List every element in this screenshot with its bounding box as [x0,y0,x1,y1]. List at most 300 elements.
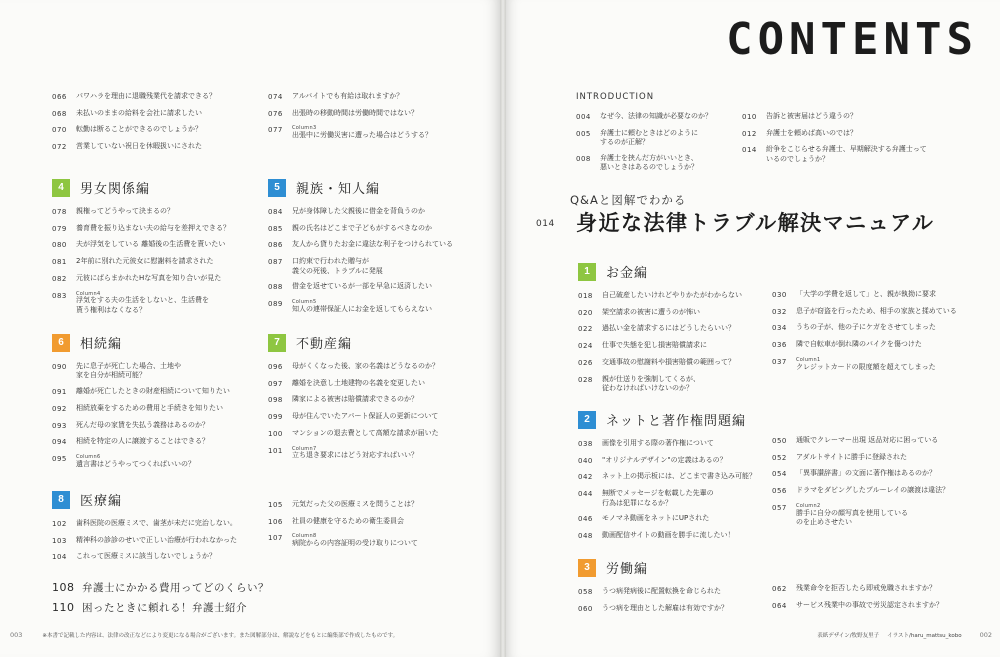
page-number: 012 [742,129,757,138]
page-number: 094 [52,438,67,447]
page-number: 077 [268,126,283,135]
page-number: 010 [742,113,757,121]
toc-item [52,454,257,469]
entry-line: うつ病発病後に配置転換を命じられた [602,587,721,595]
entry-line: 従わなければいけないのか？ [602,384,693,393]
entry-title [796,307,992,316]
column-tag: Column1 [796,356,821,363]
entry-line: 仕事で失態を犯し損害賠償請求に [602,341,707,350]
toc-item [772,290,992,300]
entry-line: 紛争をこじらせる弁護士、早期解決する弁護士って [766,145,927,154]
entry-title [796,436,992,445]
toc-item [268,395,483,405]
toc-item [52,224,257,234]
toc-item [268,125,478,140]
column-tag: Column5 [292,299,317,306]
section-title: ネットと著作権問題編 [606,414,747,429]
toc-item [576,129,736,148]
entry-title [602,456,778,465]
entry-line: いるのでしょうか？ [766,154,829,163]
section-badge: 3 [578,559,596,577]
toc-list [52,207,257,315]
page-number: 034 [772,324,787,333]
page-number: 018 [578,292,593,300]
right-page [506,0,1000,657]
entry-title [602,489,778,508]
toc-item [268,92,478,102]
column-tag: Column3 [292,125,317,132]
entry-title [76,536,262,545]
page-number: 014 [742,146,757,155]
toc-list [52,519,262,563]
entry-line: これって医療ミスに該当しないでしょうか？ [76,552,216,561]
entry-line: 画像を引用する際の著作権について [602,439,714,447]
toc-item [52,142,252,152]
entry-line: 無断でメッセージを転載した先輩の [602,489,714,498]
section-badge: 2 [578,411,596,429]
entry-line: 勝手に自分の顔写真を使用している [796,508,908,517]
entry-title [292,109,478,118]
toc-item [578,308,778,318]
toc-item [578,489,778,508]
entry-line: 過払い金を請求するにはどうしたらいい？ [602,324,735,333]
entry-line: 交通事故の慰謝料や損害賠償の範囲って？ [602,357,735,366]
entry-title [292,429,483,438]
entry-line: 弁護士を挟んだ方がいいとき、 [600,153,698,162]
entry-line: のを止めさせたい [796,518,852,527]
entry-title [76,142,252,151]
intro-label: INTRODUCTION [576,92,655,102]
page-number: 042 [578,473,593,482]
entry-title [602,308,778,317]
page-number: 076 [268,109,283,118]
section-4 [52,168,257,322]
entry-title [76,207,257,216]
entry-title [796,357,992,372]
entry-title [76,274,257,283]
page-number: 085 [268,224,283,233]
entry-line: 立ち退き要求にはどう対応すればいい？ [292,451,418,460]
entry-title [76,437,257,446]
page-number: 038 [578,440,593,448]
entry-line: 義父の死後、トラブルに発展 [292,266,383,275]
entry-line: 相続を特定の人に譲渡することはできる？ [76,437,209,446]
toc-item [742,129,982,139]
section-badge: 6 [52,334,70,352]
toc-item [578,291,778,301]
page-number: 056 [772,487,787,496]
entry-line: 借金を返せているが一部を早急に返済したい [292,282,432,291]
page-number: 086 [268,241,283,250]
page-number: 106 [268,517,283,526]
section-title: 相続編 [80,337,123,352]
toc-item [52,257,257,267]
entry-title [292,395,483,404]
toc-item [772,486,992,496]
page-number: 096 [268,363,283,371]
page-number: 030 [772,291,787,299]
toc-list [578,587,778,614]
toc-item [578,587,778,597]
entry-line: 元気だった父の医療ミスを問うことは？ [292,500,418,508]
page-number: 107 [268,534,283,543]
entry-line: 残業命令を拒否したら即戒免職されますか？ [796,584,936,592]
toc-item [52,536,262,546]
page-number: 078 [52,208,67,216]
toc-item [52,519,262,529]
page-number: 081 [52,258,67,267]
entry-line: アダルトサイトに勝手に登録された [796,452,908,461]
page-number: 044 [578,490,593,499]
entry-title [292,362,483,371]
toc-item [52,387,257,397]
entry-title: 弁護士にかかる費用ってどのくらい？ [82,582,269,594]
toc-item [742,112,982,122]
entry-line: クレジットカードの限度額を超えてしまった [796,362,936,371]
page-number: 048 [578,532,593,541]
page-number: 068 [52,109,67,118]
page-number: 095 [52,455,67,464]
page-number: 104 [52,553,67,562]
toc-item [52,240,257,250]
toc-list [268,92,478,147]
page-number: 054 [772,470,787,479]
main-title: 身近な法律トラブル解決マニュアル [576,211,935,235]
entry-title [600,154,736,173]
entry-title [76,240,257,249]
toc-item [268,412,483,422]
section-badge: 5 [268,179,286,197]
toc-item [268,240,483,250]
entry-line: 病院からの内容証明の受け取りについて [292,539,418,548]
entry-line: 架空請求の被害に遭うのが怖い [602,307,700,316]
toc-item [576,154,736,173]
entry-line: 未払いのままの給料を会社に請求したい [76,108,202,117]
section-title: お金編 [606,266,649,281]
entry-title [796,601,992,610]
toc-item [742,145,982,164]
toc-item [268,517,483,527]
entry-line: 元彼にばらまかれたHな写真を知り合いが見た [76,273,222,282]
entry-title [76,421,257,430]
entry-title [602,439,778,448]
page-number: 088 [268,283,283,292]
entry-title [600,129,736,148]
page-number: 087 [268,258,283,267]
page-number: 032 [772,307,787,316]
toc-item [772,584,992,594]
entry-line: 親の氏名はどこまで子どもがするべきなのか [292,223,432,232]
entry-title [292,125,478,140]
page-number: 090 [52,363,67,371]
page-number: 040 [578,456,593,465]
entry-line: なぜ今、法律の知識が必要なのか？ [600,112,712,120]
section-2 [578,400,778,548]
credit-illustration: イラスト/haru_mattsu_kobo [887,633,962,639]
section-8 [52,480,262,569]
column-tag: Column2 [796,502,821,509]
toc-item [772,307,992,317]
right-footer [817,631,992,639]
page-number: 072 [52,143,67,152]
entry-title [766,129,982,138]
page-number: 057 [772,503,787,512]
entry-title [602,531,778,540]
toc-item [772,436,992,446]
entry-line: 兄が身体障した父親後に借金を背負うのか [292,207,425,215]
entry-title [292,299,483,314]
toc-item [268,224,483,234]
toc-item [52,274,257,284]
entry-line: 離婚が死亡したときの財産相続について知りたい [76,387,230,396]
entry-title [76,125,252,134]
toc-item [578,324,778,334]
toc-item [52,362,257,381]
page-number: 026 [578,358,593,367]
entry-title [292,207,483,216]
entry-line: 口約束で行われた贈与が [292,257,369,266]
subheading: Q&Aと図解でわかる [570,193,687,207]
toc-item [772,601,992,611]
entry-title [76,404,257,413]
entry-line: 告訴と被害届はどう違うの？ [766,112,857,120]
page-number: 099 [268,413,283,422]
entry-title [76,454,257,469]
section-badge: 8 [52,491,70,509]
entry-title [292,379,483,388]
toc-item [772,453,992,463]
page-number: 050 [772,437,787,445]
toc-item [578,341,778,351]
section-6 [52,323,257,476]
entry-title [796,469,992,478]
entry-title [292,446,483,461]
section-title: 医療編 [80,494,123,509]
page-number: 103 [52,536,67,545]
section-1 [578,252,778,400]
page-number: 080 [52,241,67,250]
page-number: 105 [268,501,283,509]
entry-line: マンションの退去費として高額な請求が届いた [292,428,439,437]
entry-title [796,323,992,332]
toc-list [578,291,778,394]
toc-item [268,500,483,510]
toc-item [268,282,483,292]
entry-title [766,112,982,121]
page-number: 108 [52,581,75,594]
page-number: 022 [578,325,593,334]
entry-line: 悪いときはあるのでしょうか？ [600,163,698,172]
toc-item [268,257,483,276]
entry-line: 営業していない祝日を休暇扱いにされた [76,142,202,151]
toc-item [772,503,992,528]
entry-title [796,453,992,462]
entry-title [76,519,262,528]
page-number: 102 [52,520,67,528]
section-5 [268,168,483,321]
entry-line: 友人から貸りたお金に違法な利子をつけられている [292,240,453,249]
entry-title [602,291,778,300]
page-number: 092 [52,404,67,413]
entry-line: するのが正解？ [600,138,649,147]
entry-title [796,503,992,528]
page-number: 037 [772,357,787,366]
toc-item [578,472,778,482]
entry-line: ドラマをダビングしたブルーレイの譲渡は違法？ [796,486,950,495]
toc-item [268,429,483,439]
entry-title [292,92,478,101]
entry-line: 親権ってどうやって決まるの？ [76,207,174,215]
entry-line: 歯科医院の医療ミスで、歯茎が未だに完治しない。 [76,519,237,527]
entry-title [292,240,483,249]
toc-item [52,125,252,135]
folio: 003 [10,631,23,639]
entry-line: 浮気をする夫の生活をしないと、生活費を [76,296,209,305]
page-number: 024 [578,342,593,351]
toc-list [268,362,483,461]
column-tag: Column7 [292,445,317,452]
section-badge: 4 [52,179,70,197]
toc-item [52,421,257,431]
toc-item [268,207,483,217]
section-badge: 1 [578,263,596,281]
page-number: 058 [578,588,593,596]
page-number: 020 [578,308,593,317]
entry-line: 弁護士を頼めば高いのでは？ [766,128,857,137]
entry-line: 精神科の診診のせいで正しい治療が行われなかった [76,535,237,544]
page-number: 066 [52,93,67,101]
section-title: 親族・知人編 [296,182,381,197]
toc-item [52,404,257,414]
page-number: 084 [268,208,283,216]
entry-line: 貰う権利はなくなる？ [76,305,146,314]
toc-item [52,437,257,447]
entry-title [76,552,262,561]
toc-item [52,92,252,102]
entry-title [76,291,257,316]
entry-line: 「大学の学費を返して」と、親が執拗に要求 [796,290,936,298]
page-number: 046 [578,515,593,524]
toc-item [578,604,778,614]
entry-line: サービス残業中の事故で労災認定されますか？ [796,600,943,609]
entry-line: うつ病を理由とした解雇は有効ですか？ [602,603,728,612]
entry-line: 通販でクレーマー出現 返品対応に困っている [796,436,939,444]
toc-item [52,291,257,316]
toc-item [578,375,778,394]
page-number: 004 [576,113,591,121]
toc-item [578,456,778,466]
toc-item [578,531,778,541]
toc-list [772,436,992,534]
toc-item [578,514,778,524]
entry-title [766,145,982,164]
page-number: 101 [268,446,283,455]
credit-design: 表紙デザイン/牧野友里子 [817,633,880,639]
entry-title [602,587,778,596]
entry-title [76,387,257,396]
entry-line: 離婚を決意し土地建物の名義を変更したい [292,378,425,387]
entry-title [602,358,778,367]
page-number: 060 [578,604,593,613]
entry-line: "オリジナルデザイン"の定義はあるの？ [602,455,727,464]
entry-title [602,341,778,350]
entry-line: 隣で自転車が倒れ隣のバイクを傷つけた [796,340,922,349]
toc-list [576,112,736,179]
toc-item [268,299,483,314]
entry-line: 遺言書はどうやってつくればいいの？ [76,459,195,468]
toc-item [268,533,483,548]
entry-line: 社員の健康を守るための衛生委員会 [292,516,404,525]
toc-list [578,439,778,542]
toc-list [268,207,483,314]
page-number: 028 [578,375,593,384]
section-title: 不動産編 [296,337,353,352]
entry-line: 先に息子が死亡した場合、土地や [76,362,181,370]
entry-title [292,282,483,291]
column-tag: Column8 [292,533,317,540]
page-number: 005 [576,129,591,138]
page-number: 036 [772,341,787,350]
page-number: 091 [52,388,67,397]
toc-list [52,362,257,469]
entry-line: うちの子が、他の子にケガをさせてしまった [796,323,936,332]
toc-list [52,92,252,159]
entry-line: 家を自分が相続可能？ [76,371,146,380]
entry-title [292,257,483,276]
entry-title [602,472,778,481]
toc-item [772,323,992,333]
section-title: 労働編 [606,562,649,577]
section-title: 男女関係編 [80,182,151,197]
section-3 [578,548,778,620]
entry-line: 知人の連帯保証人にお金を返してもらえない [292,304,432,313]
toc-item [268,362,483,372]
column-tag: Column6 [76,454,101,461]
entry-title [796,584,992,593]
page-number: 082 [52,274,67,283]
page-number: 074 [268,93,283,101]
toc-item [772,340,992,350]
toc-item [52,109,252,119]
toc-item [578,439,778,449]
entry-line: アルバイトでも有給は取れますか？ [292,92,404,100]
page-number: 014 [536,219,555,229]
entry-line: パワハラを理由に退職残業代を請求できる？ [76,92,216,100]
entry-title [292,517,483,526]
entry-line: 夫が浮気をしている 離婚後の生活費を貰いたい [76,240,226,249]
toc-big-item [52,580,269,595]
entry-line: 動画配信サイトの動画を勝手に流したい！ [602,531,735,540]
page-number: 089 [268,300,283,309]
page-number: 098 [268,396,283,405]
entry-title [796,340,992,349]
main-heading [536,207,934,237]
page-number: 062 [772,585,787,593]
toc-item [576,112,736,122]
toc-item [772,469,992,479]
entry-line: 息子が窃盗を行ったため、相手の家族と揉めている [796,306,957,315]
entry-line: 行為は犯罪になるか？ [602,498,672,507]
toc-item [52,207,257,217]
entry-title [76,224,257,233]
entry-line: 自己破産したいけれどやりかたがわからない [602,291,742,299]
toc-list [268,500,483,555]
page-number: 064 [772,601,787,610]
entry-title [292,500,483,509]
page-number: 052 [772,453,787,462]
entry-title [796,290,992,299]
entry-title [292,224,483,233]
